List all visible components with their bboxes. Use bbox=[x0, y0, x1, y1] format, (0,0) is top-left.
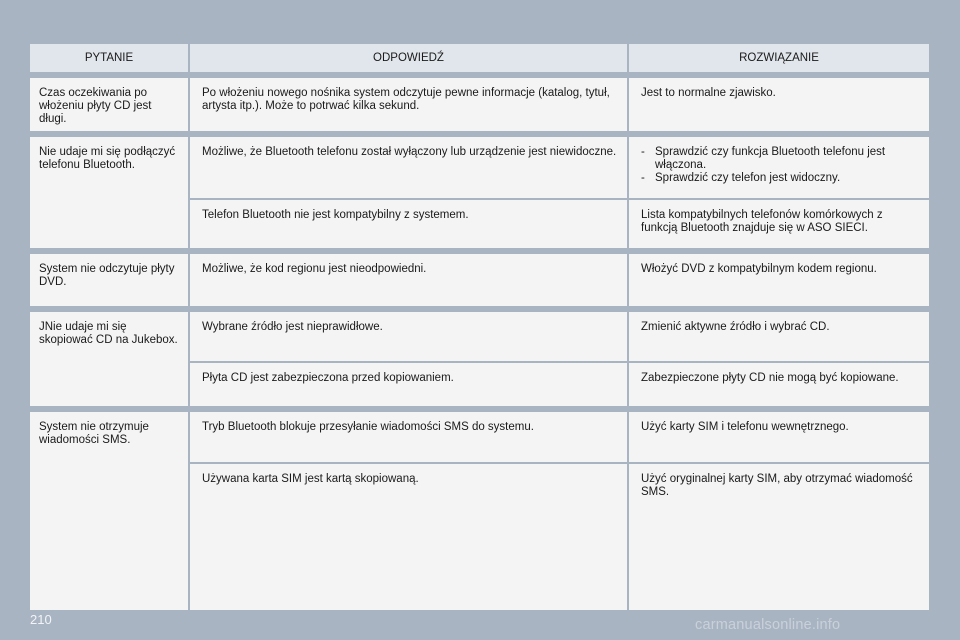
table-group bbox=[30, 412, 929, 610]
question-cell: Czas oczekiwania po włożeniu płyty CD jest długi. bbox=[30, 78, 188, 131]
question-cell: JNie udaje mi się skopiować CD na Jukebox. bbox=[30, 312, 188, 406]
solution-cell: Zabezpieczone płyty CD nie mogą być kopiowane. bbox=[629, 363, 929, 406]
answer-cell: Możliwe, że kod regionu jest nieodpowiedni. bbox=[190, 254, 627, 306]
solution-cell: Zmienić aktywne źródło i wybrać CD. bbox=[629, 312, 929, 361]
answer-cell: Używana karta SIM jest kartą skopiowaną. bbox=[190, 464, 627, 610]
question-cell: Nie udaje mi się podłączyć telefonu Bluetooth. bbox=[30, 137, 188, 248]
table-row bbox=[190, 312, 929, 361]
table-group bbox=[30, 312, 929, 406]
header-answer: ODPOWIEDŹ bbox=[190, 44, 627, 72]
answer-cell: Wybrane źródło jest nieprawidłowe. bbox=[190, 312, 627, 361]
table-group bbox=[30, 254, 929, 306]
solution-cell bbox=[629, 137, 929, 198]
table-row bbox=[190, 412, 929, 462]
table-row bbox=[190, 200, 929, 248]
answer-cell: Możliwe, że Bluetooth telefonu został wyłączony lub urządzenie jest niewidoczne. bbox=[190, 137, 627, 198]
table-row bbox=[190, 137, 929, 198]
solution-cell: Jest to normalne zjawisko. bbox=[629, 78, 929, 131]
watermark: carmanualsonline.info bbox=[695, 617, 841, 633]
solution-cell: Włożyć DVD z kompatybilnym kodem regionu. bbox=[629, 254, 929, 306]
table-row bbox=[190, 464, 929, 610]
table-group bbox=[30, 137, 929, 248]
list-item: - Sprawdzić czy funkcja Bluetooth telefonu jest włączona. bbox=[641, 146, 886, 171]
page-number: 210 bbox=[30, 612, 52, 627]
troubleshooting-table bbox=[30, 44, 929, 610]
answer-cell: Po włożeniu nowego nośnika system odczytuje pewne informacje (katalog, tytuł, artysta itp.). Może to potrwać kilka sekund. bbox=[190, 78, 627, 131]
question-cell: System nie otrzymuje wiadomości SMS. bbox=[30, 412, 188, 610]
answer-cell: Tryb Bluetooth blokuje przesyłanie wiadomości SMS do systemu. bbox=[190, 412, 627, 462]
solution-cell: Użyć karty SIM i telefonu wewnętrznego. bbox=[629, 412, 929, 462]
question-cell: System nie odczytuje płyty DVD. bbox=[30, 254, 188, 306]
header-question: PYTANIE bbox=[30, 44, 188, 72]
answer-cell: Telefon Bluetooth nie jest kompatybilny z systemem. bbox=[190, 200, 627, 248]
table-header bbox=[30, 44, 929, 72]
answer-cell: Płyta CD jest zabezpieczona przed kopiowaniem. bbox=[190, 363, 627, 406]
solution-cell: Lista kompatybilnych telefonów komórkowych z funkcją Bluetooth znajduje się w ASO SIECI. bbox=[629, 200, 929, 248]
table-group bbox=[30, 78, 929, 131]
list-item: - Sprawdzić czy telefon jest widoczny. bbox=[641, 172, 841, 184]
table-row bbox=[190, 78, 929, 131]
table-row bbox=[190, 363, 929, 406]
solution-cell: Użyć oryginalnej karty SIM, aby otrzymać wiadomość SMS. bbox=[629, 464, 929, 610]
header-solution: ROZWIĄZANIE bbox=[629, 44, 929, 72]
table-row bbox=[190, 254, 929, 306]
